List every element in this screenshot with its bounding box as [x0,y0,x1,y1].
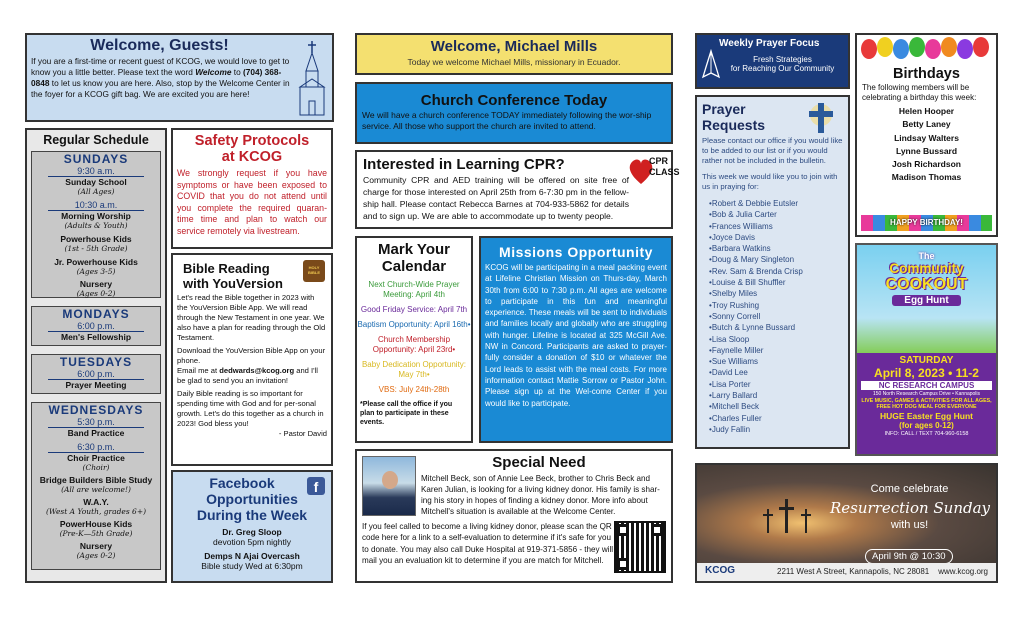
wednesday-sub-4: (West A Youth, grades 6+) [45,507,147,516]
cookout-line3: Egg Hunt [892,295,961,306]
qr-corner-bl [617,558,629,570]
keyword: Welcome [195,67,232,77]
prayer-name: • Shelby Miles [709,288,848,299]
cookout-the: The [918,251,935,261]
bible-p3 [177,366,327,386]
conference-body: We will have a church conference TODAY immediately following the wor-ship service. All those who support the church are invited to attend. [362,110,652,131]
cookout-ages: (for ages 0-12) [899,421,954,430]
resurrection-address: 2211 West A Street, Kannapolis, NC 28081 [777,567,930,576]
sunday-sub-1: (All Ages) [77,187,115,196]
wednesdays-section [31,402,161,570]
resurrection-come: Come celebrate [870,483,949,495]
qr-corner-tl [617,524,629,536]
kcog-logo: KCOG [705,565,735,576]
wednesday-sub-2: (Choir) [82,463,110,472]
facebook-leader-1: Dr. Greg Sloop [222,527,282,537]
prayer-name: • Butch & Lynne Bussard [709,322,848,333]
bible-app-icon: HOLY BIBLE [303,260,325,282]
birthday-name: Lynne Bussard [895,145,958,156]
prayer-name: • Lisa Sloop [709,334,848,345]
cookout-day: SATURDAY [899,355,954,366]
bible-p1: Let's read the Bible together in 2023 with the YouVersion Bible App. We will read through the New Testament in one year. We also have a plan for reading through the Old Testament. [177,293,326,342]
weekly-prayer-box [695,33,850,89]
sunday-item-1: Sunday School [65,177,127,187]
prayer-name: • Mitchell Beck [709,401,848,412]
sundays-section [31,151,161,298]
prayer-name: • David Lee [709,367,848,378]
wednesday-sub-6: (Ages 0-2) [76,551,116,560]
cpr-title: Interested in Learning CPR? [363,156,565,173]
safety-title-1: Safety Protocols [194,133,310,149]
safety-title-2: at KCOG [221,149,283,165]
facebook-title-2: Opportunities [206,491,298,507]
prayer-name: • Lisa Porter [709,379,848,390]
weekly-prayer-sub-2: for Reaching Our Community [730,64,835,73]
birthdays-title: Birthdays [893,66,960,82]
sunday-sub-4: (Ages 3-5) [76,267,116,276]
sunday-sub-3: (1st - 5th Grade) [64,244,128,253]
bible-title-2: with YouVersion [183,276,283,291]
wednesday-sub-3: (All are welcome!) [61,485,131,494]
welcome-guests-title: Welcome, Guests! [90,37,229,54]
cookout-line1: Community [889,261,964,276]
resurrection-with: with us! [890,519,929,531]
calendar-item-3: Baptism Opportunity: April 16th• [357,320,471,329]
birthday-name: Betty Laney [902,119,951,130]
sunday-item-2: Morning Worship [61,211,131,221]
resurrection-title: Resurrection Sunday [829,499,991,517]
church-steeple-icon [296,39,328,117]
sunday-item-3: Powerhouse Kids [60,234,132,244]
birthday-name: Josh Richardson [892,159,961,170]
bible-email-link[interactable]: dedwards@kcog.org [219,366,295,375]
prayer-name: • Faynelle Miller [709,345,848,356]
facebook-box [171,470,333,583]
prayer-name: • Sue Williams [709,356,848,367]
sundays-label: SUNDAYS [63,152,129,166]
bible-body [173,291,331,441]
missions-box [479,236,673,443]
special-p1: Mitchell Beck, son of Annie Lee Beck, brother to Chris Beck and Karen Julian, is looking for a living kidney donor. His family is shar-ing his story in hopes of finding a kidney donor. More info about Mitchell's situation is available at the Welcome Center. [421,474,660,516]
calendar-item-2: Good Friday Service: April 7th [360,305,468,314]
facebook-detail-1: devotion 5pm nightly [213,537,291,547]
resurrection-footer [697,563,996,581]
qr-code-icon[interactable] [614,521,666,573]
sunday-time-1: 9:30 a.m. [48,166,144,177]
birthdays-intro: The following members will be celebrating a birthday this week: [862,83,977,102]
regular-schedule-box [25,128,167,583]
prayer-list [697,195,848,435]
cookout-hunt: HUGE Easter Egg Hunt [879,411,974,421]
sunday-time-2: 10:30 a.m. [48,200,144,211]
cookout-date: April 8, 2023 • 11-2 [874,366,979,380]
conference-title: Church Conference Today [420,92,608,109]
facebook-icon: f [307,477,325,495]
cpr-box [355,150,680,229]
welcome-guests-body [27,55,332,100]
safety-body: We strongly request if you have symptoms or have been exposed to COVID that you do not attend until you complete the required quaran-time time and plan to watch our service remotely via livestream. [177,168,327,236]
cookout-details [857,353,996,454]
facebook-leader-2: Demps N Ajai Overcash [204,551,300,561]
mondays-section [31,306,161,346]
calendar-box [355,236,473,443]
calendar-note: *Please call the office if you plan to participate in these events. [360,401,453,426]
cross-icon [804,101,838,135]
monday-time: 6:00 p.m. [48,321,144,332]
bible-p4: Daily Bible reading is so important for spending time with God and for per-sonal growth. Let's do this together as a church in 2023! God bless you! [177,389,324,428]
wednesday-item-2: Choir Practice [67,453,125,463]
welcome-phone: (704) 368-0848 [31,67,282,88]
prayer-name: • Frances Williams [709,221,848,232]
cookout-addr: 150 North Research Campus Drive • Kannapolis [872,391,981,397]
birthdays-box [855,33,998,237]
missions-title: Missions Opportunity [499,244,653,260]
special-p2: If you feel called to become a living kidney donor, please scan the QR code here for a link to a self-evaluation to determine if it's safe for you to donate. You may also call Duke Hospital at 919-371-5856 - they will mail you an evaluation kit to determine if you are match for Mitchell. [362,522,614,565]
wednesday-item-6: Nursery [79,541,113,551]
wednesday-item-4: W.A.Y. [83,497,109,507]
tuesdays-label: TUESDAYS [59,355,133,369]
prayer-intro: Please contact our office if you would like to be added to our list or if you would rather not be included in the bulletin. [702,136,843,165]
prayer-title-1: Prayer [702,101,746,117]
cpr-badge-icon [627,156,680,186]
calendar-item-1: Next Church-Wide Prayer Meeting: April 4th [368,280,460,299]
bible-signature: - Pastor David [278,429,327,438]
bible-p3b: and I'll be glad to send you an invitation! [177,366,318,385]
facebook-detail-2: Bible study Wed at 6:30pm [201,561,303,571]
qr-corner-tr [651,524,663,536]
happy-birthday-banner: HAPPY BIRTHDAY! [861,215,992,231]
special-need-box [355,449,673,583]
resurrection-date: April 9th @ 10:30 [865,549,953,564]
facebook-title-3: During the Week [196,507,308,523]
welcome-mills-title: Welcome, Michael Mills [430,38,598,55]
prayer-name: • Louise & Bill Shuffler [709,277,848,288]
cpr-body: Community CPR and AED training will be offered on site free of charge for those interested on April 25th from 6-7:30 pm in the fellow-ship hall. Please contact Rebecca Barnes at 704-933-5862 for details and to sign up. We are able to accommodate up to twenty people. [363,175,629,221]
special-title: Special Need [492,454,586,471]
welcome-mills-body: Today we welcome Michael Mills, missionary in Ecuador. [407,57,621,67]
resurrection-website[interactable]: www.kcog.org [938,567,988,576]
welcome-text-1: If you are a first-time or recent guest of KCOG, we would love to get to know you a little better. Please text the word [31,56,290,77]
mitchell-face [382,471,398,489]
prayer-name: • Rev. Sam & Brenda Crisp [709,266,848,277]
missions-body: KCOG will be participating in a meal packing event at Lifeline Christian Mission on Thurs-day, March 30th from 6:00 to 7:30 p.m. All ages are welcome to participate in this fun and meaningful experience. These meals will be sent to individuals and families locally and globally who are struggling with hunger. Lifeline is located at 325 McGill Ave. NW in Concord. Participants are asked to prayer-fully consider a donation of $10 or whatever the Lord leads to assist with the meal costs. For more information contact Mattie Sorrow or Pastor John. Please sign up at the Wel-come Center if you would like to participate. [485,263,667,408]
mitchell-photo [362,456,416,516]
calendar-item-4: Church Membership Opportunity: April 23rd• [372,335,456,354]
calendar-item-5: Baby Dedication Opportunity: May 7th• [361,360,467,379]
prayer-title-2: Requests [702,117,766,133]
schedule-title: Regular Schedule [43,133,149,147]
calendar-item-6: VBS: July 24th-28th [378,385,450,394]
wednesday-item-3: Bridge Builders Bible Study [39,475,153,485]
wednesday-item-1: Band Practice [67,428,125,438]
tuesdays-section [31,354,161,394]
balloons-icon [859,37,995,69]
cookout-venue: NC RESEARCH CAMPUS [861,381,992,390]
prayer-name: • Troy Rushing [709,300,848,311]
prayer-name: • Bob & Julia Carter [709,209,848,220]
tuesday-time: 6:00 p.m. [48,369,144,380]
bible-p3a: Email me at [177,366,220,375]
cpr-badge-2: CLASS [649,167,680,177]
resurrection-box [695,463,998,583]
prayer-name: • Barbara Watkins [709,243,848,254]
welcome-guests-box [25,33,334,122]
mondays-label: MONDAYS [62,307,130,321]
wednesday-time-2: 6:30 p.m. [48,442,144,453]
calendar-title-2: Calendar [381,258,447,275]
crosses-icon [757,495,817,535]
prayer-intro-2: This week we would like you to join with us in praying for: [702,172,838,191]
church-conference-box [355,82,673,144]
wednesday-item-5: PowerHouse Kids [59,519,133,529]
cookout-free: LIVE MUSIC, GAMES & ACTIVITIES FOR ALL AGES, FREE HOT DOG MEAL FOR EVERYONE [861,398,992,410]
sunday-item-5: Nursery [79,279,113,289]
facebook-title-1: Facebook [209,475,275,491]
bible-reading-box [171,253,333,466]
birthday-name: Helen Hooper [898,106,955,116]
sunday-sub-5: (Ages 0-2) [76,289,116,298]
prayer-name: • Larry Ballard [709,390,848,401]
cookout-info: INFO: CALL / TEXT 704-960-6158 [884,431,969,437]
weekly-prayer-title: Weekly Prayer Focus [719,38,820,49]
prayer-name: • Doug & Mary Singleton [709,254,848,265]
prayer-name: • Robert & Debbie Eutsler [709,198,848,209]
birthday-name: Madison Thomas [891,172,962,183]
wednesdays-label: WEDNESDAYS [48,403,144,417]
safety-protocols-box [171,128,333,249]
monday-item: Men's Fellowship [60,332,132,342]
sunday-sub-2: (Adults & Youth) [64,221,128,230]
birthday-name: Lindsay Walters [894,132,959,143]
wednesday-sub-5: (Pre-K—5th Grade) [59,529,133,538]
tuesday-item: Prayer Meeting [65,380,127,390]
prayer-name: • Sonny Correll [709,311,848,322]
cookout-box [855,243,998,456]
bible-p2: Download the YouVersion Bible App on your phone. [177,346,326,365]
prayer-name: • Charles Fuller [709,413,848,424]
welcome-text-2: to [231,67,243,77]
cookout-line2: COOKOUT [885,276,968,293]
welcome-text-3: to let us know you are here. Also, stop by the Welcome Center in the foyer for a KCOG gift bag. We are excited you are here! [31,78,290,99]
praying-hands-icon [700,49,722,79]
cpr-badge-1: CPR [649,156,669,166]
sunday-item-4: Jr. Powerhouse Kids [54,257,138,267]
bible-title-1: Bible Reading [183,261,270,276]
weekly-prayer-sub-1: Fresh Strategies [753,55,812,64]
prayer-name: • Judy Fallin [709,424,848,435]
welcome-mills-box [355,33,673,75]
wednesday-time-1: 5:30 p.m. [48,417,144,428]
prayer-requests-box [695,95,850,449]
prayer-name: • Joyce Davis [709,232,848,243]
calendar-title-1: Mark Your [378,241,450,258]
